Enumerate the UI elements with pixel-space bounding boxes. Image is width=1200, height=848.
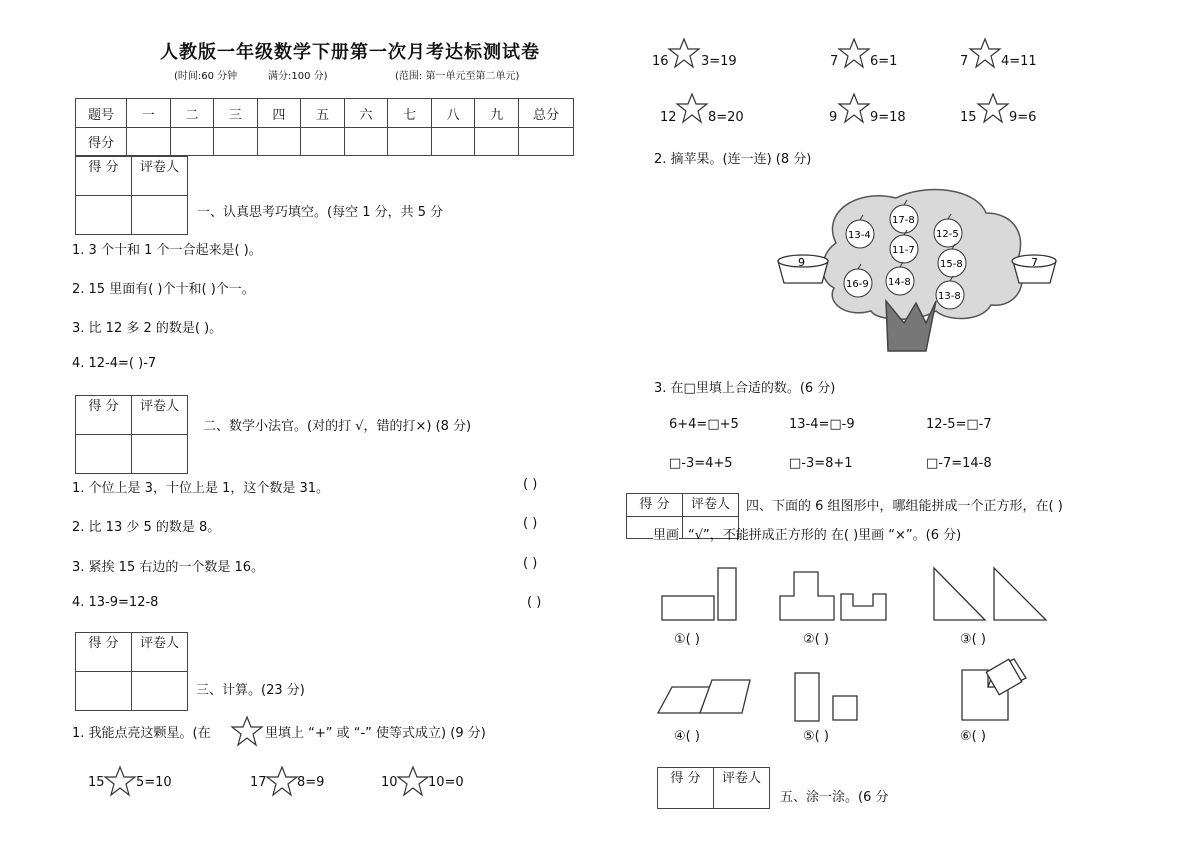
- col-1: 一: [127, 99, 171, 128]
- col-7: 七: [388, 99, 432, 128]
- eq-right-1-b: 3=19: [701, 54, 737, 69]
- score-label: 得 分: [75, 632, 132, 672]
- col-9: 九: [475, 99, 519, 128]
- apple-tree-illustration: [776, 183, 1058, 353]
- col-3: 三: [214, 99, 258, 128]
- eq-right-3-b: 4=11: [1001, 54, 1037, 69]
- score-label: 得 分: [626, 493, 683, 517]
- apple-label: 13-4: [848, 230, 871, 241]
- s1-question-4: 4. 12-4=( )-7: [72, 356, 157, 371]
- star-icon[interactable]: [397, 766, 429, 796]
- eq-right-5-b: 9=18: [870, 110, 906, 125]
- star-icon[interactable]: [838, 38, 870, 68]
- time-limit: (时间:60 分钟: [174, 71, 238, 82]
- shape-label-4[interactable]: ④( ): [674, 729, 700, 744]
- apple-label: 16-9: [846, 279, 869, 290]
- grader-label: 评卷人: [131, 632, 188, 672]
- star-icon: [231, 716, 263, 746]
- grader-box-1: [75, 156, 188, 235]
- apple-label: 13-8: [938, 291, 961, 302]
- score-cell[interactable]: [475, 128, 519, 156]
- shape-label-6[interactable]: ⑥( ): [960, 729, 986, 744]
- star-icon[interactable]: [838, 93, 870, 123]
- grader-label: 评卷人: [713, 767, 770, 809]
- shape-group-5: [795, 673, 857, 721]
- score-cell[interactable]: [431, 128, 475, 156]
- eq-left-1-a: 15: [88, 775, 105, 790]
- s1-question-2: 2. 15 里面有( )个十和( )个一。: [72, 282, 255, 297]
- eq-left-2-b: 8=9: [297, 775, 325, 790]
- apple-label: 15-8: [940, 259, 963, 270]
- page-title: 人教版一年级数学下册第一次月考达标测试卷: [160, 42, 540, 63]
- shape-label-1[interactable]: ①( ): [674, 632, 700, 647]
- s2-question-1: 1. 个位上是 3，十位上是 1，这个数是 31。: [72, 481, 330, 496]
- exam-range: (范围: 第一单元至第二单元): [395, 71, 520, 82]
- shape-group-2: [780, 572, 886, 620]
- row-header-number: 题号: [76, 99, 127, 128]
- section4-heading-line2b: “√”，不能拼成正方形的 在( )里画 “×”。(6 分): [688, 528, 962, 543]
- score-input[interactable]: [75, 671, 132, 711]
- apple-label: 11-7: [892, 245, 915, 256]
- grader-label: 评卷人: [682, 493, 739, 517]
- section2-heading: 二、数学小法官。(对的打 √，错的打×) (8 分): [203, 419, 472, 434]
- star-icon[interactable]: [977, 93, 1009, 123]
- s3-question-2: 2. 摘苹果。(连一连) (8 分): [654, 152, 812, 167]
- col-6: 六: [344, 99, 388, 128]
- section4-heading-line2a: 里画: [653, 524, 679, 543]
- shape-label-3[interactable]: ③( ): [960, 632, 986, 647]
- star-icon[interactable]: [676, 93, 708, 123]
- score-cell[interactable]: [519, 128, 574, 156]
- score-cell[interactable]: [301, 128, 345, 156]
- q3-eq-4[interactable]: □-3=4+5: [669, 456, 733, 471]
- s2-answer-paren-4[interactable]: ( ): [527, 595, 542, 610]
- shape-group-4: [658, 680, 750, 713]
- s2-answer-paren-2[interactable]: ( ): [523, 516, 538, 531]
- col-4: 四: [257, 99, 301, 128]
- shape-group-3: [934, 568, 1046, 620]
- row-header-score: 得分: [76, 128, 127, 156]
- eq-right-4-b: 8=20: [708, 110, 744, 125]
- eq-left-2-a: 17: [250, 775, 267, 790]
- grader-box-5: [657, 767, 770, 809]
- grader-box-2: [75, 395, 188, 474]
- s2-question-4: 4. 13-9=12-8: [72, 595, 159, 610]
- grader-input[interactable]: [131, 671, 188, 711]
- grader-input[interactable]: [131, 434, 188, 474]
- shape-group-6: [962, 659, 1026, 720]
- section5-heading: 五、涂一涂。(6 分: [780, 790, 889, 805]
- eq-right-2-b: 6=1: [870, 54, 898, 69]
- q3-eq-6[interactable]: □-7=14-8: [926, 456, 992, 471]
- eq-right-2-a: 7: [830, 54, 839, 69]
- shape-group-1: [662, 568, 736, 620]
- section4-heading-line1: 四、下面的 6 组图形中，哪组能拼成一个正方形，在( ): [746, 499, 1063, 514]
- shape-label-5[interactable]: ⑤( ): [803, 729, 829, 744]
- eq-right-5-a: 9: [829, 110, 838, 125]
- score-table: [75, 98, 574, 156]
- col-8: 八: [431, 99, 475, 128]
- q3-eq-3[interactable]: 12-5=□-7: [926, 417, 992, 432]
- star-icon[interactable]: [668, 38, 700, 68]
- full-score: 满分:100 分): [268, 71, 328, 82]
- q3-eq-5[interactable]: □-3=8+1: [789, 456, 853, 471]
- score-cell[interactable]: [127, 128, 171, 156]
- score-cell[interactable]: [214, 128, 258, 156]
- grader-box-3: [75, 632, 188, 711]
- q3-eq-1[interactable]: 6+4=□+5: [669, 417, 739, 432]
- grader-label: 评卷人: [131, 156, 188, 196]
- eq-right-4-a: 12: [660, 110, 677, 125]
- shapes-figure: [650, 560, 1070, 725]
- section3-heading: 三、计算。(23 分): [196, 683, 305, 698]
- s3-q1-prefix: 1. 我能点亮这颗星。(在: [72, 726, 211, 741]
- score-cell[interactable]: [257, 128, 301, 156]
- s3-q1-suffix: 里填上 “+” 或 “-” 使等式成立) (9 分): [265, 726, 486, 741]
- s1-question-3: 3. 比 12 多 2 的数是( )。: [72, 321, 223, 336]
- apple-label: 12-5: [936, 229, 959, 240]
- apple-label: 14-8: [888, 277, 911, 288]
- section1-heading: 一、认真思考巧填空。(每空 1 分，共 5 分: [197, 205, 444, 220]
- basket-left-label: 9: [798, 256, 805, 269]
- eq-right-6-a: 15: [960, 110, 977, 125]
- s2-answer-paren-3[interactable]: ( ): [523, 556, 538, 571]
- eq-left-3-b: 10=0: [428, 775, 464, 790]
- col-total: 总分: [519, 99, 574, 128]
- basket-right-label: 7: [1031, 256, 1038, 269]
- score-label: 得 分: [75, 156, 132, 196]
- score-label: 得 分: [657, 767, 714, 809]
- grader-input[interactable]: [131, 195, 188, 235]
- star-icon[interactable]: [104, 766, 136, 796]
- grader-label: 评卷人: [131, 395, 188, 435]
- apple-label: 17-8: [892, 215, 915, 226]
- star-icon[interactable]: [266, 766, 298, 796]
- score-input[interactable]: [75, 195, 132, 235]
- star-icon[interactable]: [969, 38, 1001, 68]
- s2-question-3: 3. 紧挨 15 右边的一个数是 16。: [72, 560, 265, 575]
- tree-canopy: [822, 190, 1021, 320]
- col-5: 五: [301, 99, 345, 128]
- eq-right-1-a: 16: [652, 54, 669, 69]
- s2-question-2: 2. 比 13 少 5 的数是 8。: [72, 520, 221, 535]
- eq-right-6-b: 9=6: [1009, 110, 1037, 125]
- score-input[interactable]: [75, 434, 132, 474]
- score-cell[interactable]: [388, 128, 432, 156]
- score-cell[interactable]: [344, 128, 388, 156]
- shape-label-2[interactable]: ②( ): [803, 632, 829, 647]
- col-2: 二: [170, 99, 214, 128]
- s2-answer-paren-1[interactable]: ( ): [523, 477, 538, 492]
- eq-left-3-a: 10: [381, 775, 398, 790]
- eq-left-1-b: 5=10: [136, 775, 172, 790]
- score-label: 得 分: [75, 395, 132, 435]
- s3-question-3: 3. 在□里填上合适的数。(6 分): [654, 381, 836, 396]
- q3-eq-2[interactable]: 13-4=□-9: [789, 417, 855, 432]
- eq-right-3-a: 7: [960, 54, 969, 69]
- s1-question-1: 1. 3 个十和 1 个一合起来是( )。: [72, 243, 262, 258]
- score-cell[interactable]: [170, 128, 214, 156]
